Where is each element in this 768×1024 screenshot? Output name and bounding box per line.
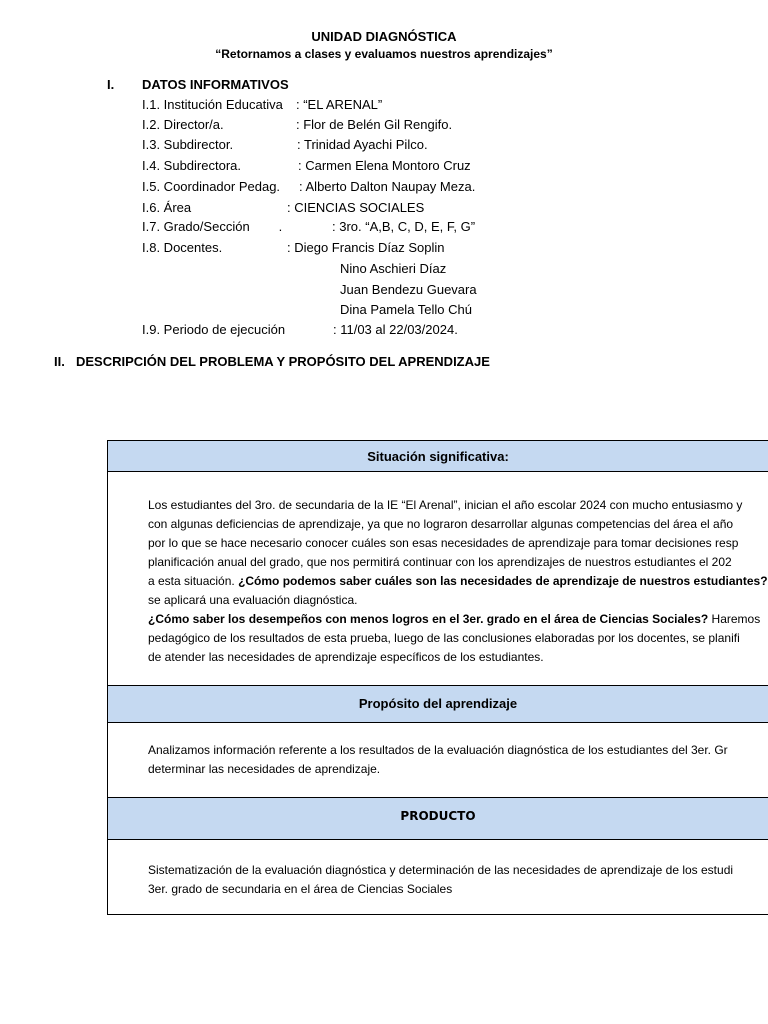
text-line: de atender las necesidades de aprendizaje específicos de los estudiantes. [148,650,544,664]
info-label: I.5. Coordinador Pedag. [142,179,281,194]
text-line [148,572,768,591]
question-2: ¿Cómo saber los desempeños con menos logros en el 3er. grado en el área de Ciencias Sociales? [148,612,709,626]
situacion-table [107,440,768,915]
info-label: I.2. Director/a. [142,117,224,132]
info-row-docente-3 [0,282,768,302]
text-line: pedagógico de los resultados de esta prueba, luego de las conclusiones elaboradas por los docentes, se planifi [148,631,740,645]
info-label: I.1. Institución Educativa [142,97,283,112]
info-value: Nino Aschieri Díaz [340,261,447,276]
info-value: : “EL ARENAL” [296,97,383,112]
info-row-institucion [0,97,768,117]
producto-header [108,797,768,840]
situacion-header-label: Situación significativa: [367,449,509,464]
info-label: I.4. Subdirectora. [142,158,241,173]
text-line: Sistematización de la evaluación diagnóstica y determinación de las necesidades de aprendizaje de los estudi [148,863,734,877]
section-2-title: DESCRIPCIÓN DEL PROBLEMA Y PROPÓSITO DEL APRENDIZAJE [76,354,490,369]
info-value: : 3ro. “A,B, C, D, E, F, G” [332,219,476,234]
info-label: I.9. Periodo de ejecución [142,322,286,337]
info-label: I.8. Docentes. [142,240,223,255]
section-1-number: I. [107,77,115,92]
info-value: : Alberto Dalton Naupay Meza. [299,179,476,194]
info-row-docente-2 [0,261,768,281]
info-label: I.6. Área [142,200,192,215]
text-span: Haremos [708,612,761,626]
info-value: : Flor de Belén Gil Rengifo. [296,117,453,132]
info-value: Juan Bendezu Guevara [340,282,477,297]
info-value: : 11/03 al 22/03/2024. [333,322,458,337]
question-1: ¿Cómo podemos saber cuáles son las necesidades de aprendizaje de nuestros estudiantes? [238,574,768,588]
proposito-header-label: Propósito del aprendizaje [358,696,518,711]
info-row-subdirectora [0,158,768,178]
text-line: Analizamos información referente a los resultados de la evaluación diagnóstica de los estudiantes del 3er. Gr [148,743,728,757]
info-value: Dina Pamela Tello Chú [340,302,472,317]
info-row-coordinador [0,179,768,199]
info-value: : Diego Francis Díaz Soplin [287,240,445,255]
info-value: : Trinidad Ayachi Pilco. [297,137,428,152]
info-label: I.7. Grado/Sección . [142,219,283,234]
info-row-periodo [0,322,768,342]
info-row-subdirector [0,137,768,157]
info-label: I.3. Subdirector. [142,137,234,152]
text-line: 3er. grado de secundaria en el área de Ciencias Sociales [148,882,453,896]
text-line: por lo que se hace necesario conocer cuáles son esas necesidades de aprendizaje para tomar decisiones resp [148,536,739,550]
text-line: planificación anual del grado, que nos permitirá continuar con los aprendizajes de nuestros estudiantes el 202 [148,555,732,569]
text-line: con algunas deficiencias de aprendizaje, ya que no lograron desarrollar algunas competencias del área el año [148,517,734,531]
section-1-title: DATOS INFORMATIVOS [142,77,289,92]
info-value: : Carmen Elena Montoro Cruz [298,158,471,173]
proposito-header [108,685,768,723]
info-row-docentes [0,240,768,260]
producto-text [148,861,768,899]
info-row-grado [0,219,768,239]
info-value: : CIENCIAS SOCIALES [287,200,425,215]
section-2-number: II. [54,354,65,369]
document-title: UNIDAD DIAGNÓSTICA [311,29,457,44]
info-row-docente-4 [0,302,768,322]
text-line [148,610,768,629]
situacion-text [148,496,768,667]
proposito-text [148,741,768,779]
producto-header-label: PRODUCTO [400,809,476,823]
info-row-area [0,200,768,220]
document-subtitle: “Retornamos a clases y evaluamos nuestros aprendizajes” [215,47,553,61]
text-line: se aplicará una evaluación diagnóstica. [148,593,358,607]
text-line: determinar las necesidades de aprendizaje. [148,762,381,776]
text-span: a esta situación. [148,574,239,588]
info-row-director [0,117,768,137]
situacion-header [108,441,768,472]
text-line: Los estudiantes del 3ro. de secundaria de la IE “El Arenal”, inician el año escolar 2024 con mucho entusiasmo y [148,498,743,512]
